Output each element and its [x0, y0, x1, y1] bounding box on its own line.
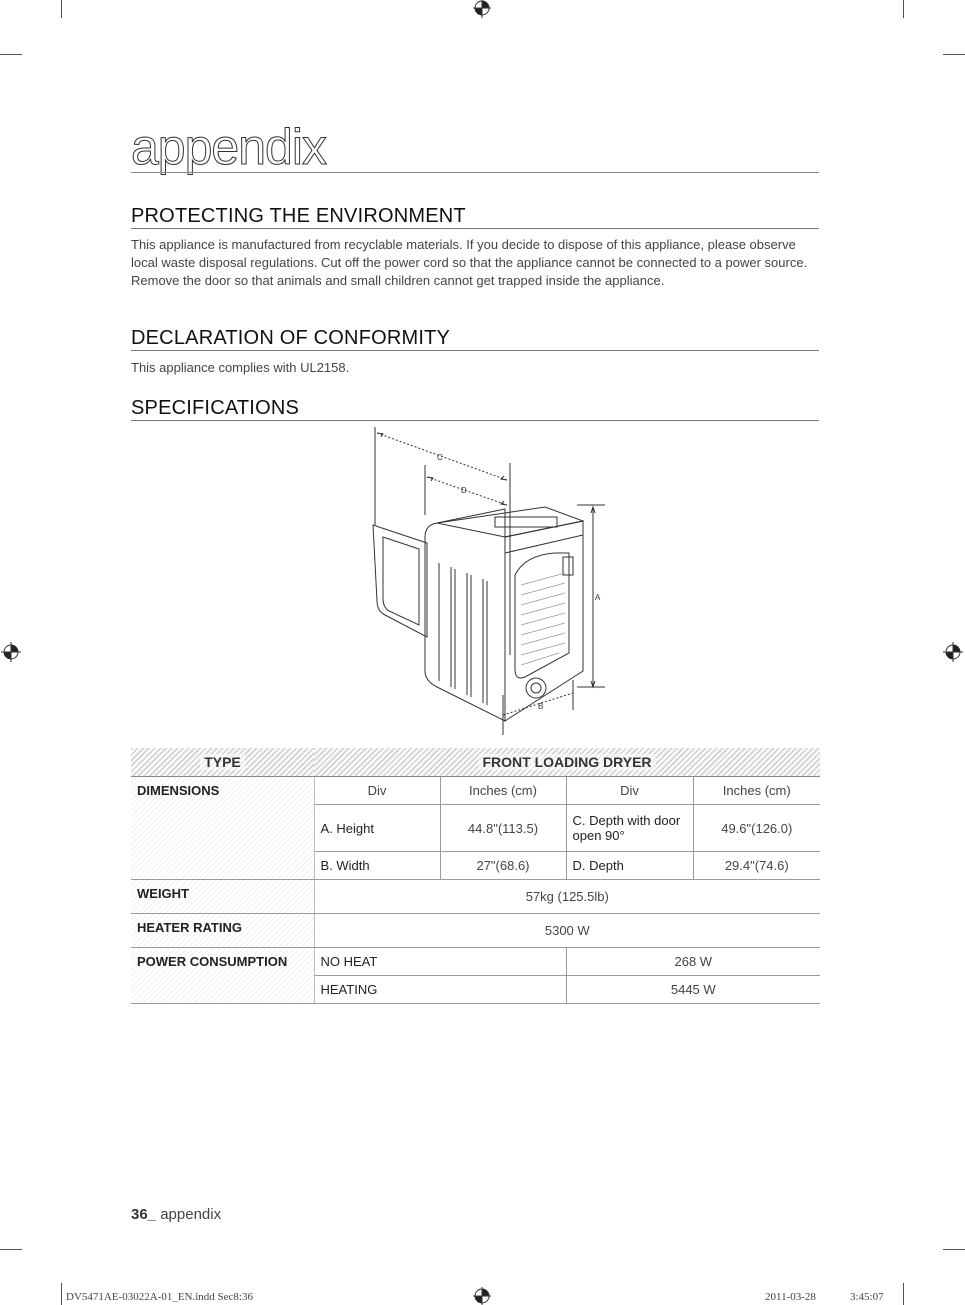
dryer-dimension-diagram: [355, 425, 625, 740]
column-header-inches: Inches (cm): [693, 777, 820, 805]
no-heat-value: 268 W: [566, 948, 820, 976]
crop-mark: [943, 54, 965, 55]
depth-open-label: C. Depth with door open 90°: [566, 805, 693, 852]
crop-mark: [61, 0, 62, 18]
crop-mark: [0, 1249, 22, 1250]
diagram-label-a: A: [595, 593, 601, 602]
environment-heading: PROTECTING THE ENVIRONMENT: [131, 205, 466, 227]
weight-value: 57kg (125.5lb): [314, 880, 820, 914]
power-consumption-label: POWER CONSUMPTION: [131, 948, 314, 1004]
height-label: A. Height: [314, 805, 440, 852]
heading-rule: [131, 420, 819, 421]
page-footer: [131, 1206, 221, 1223]
crop-mark: [0, 54, 22, 55]
type-header: [131, 748, 314, 777]
type-label: TYPE: [200, 754, 245, 770]
registration-mark-icon: [470, 1285, 494, 1305]
table-row: [131, 777, 820, 805]
crop-mark: [61, 1283, 62, 1305]
dimensions-label: DIMENSIONS: [131, 777, 314, 880]
registration-mark-icon: [942, 641, 964, 663]
type-value-header: [314, 748, 820, 777]
crop-mark: [943, 1249, 965, 1250]
heater-rating-label: HEATER RATING: [131, 914, 314, 948]
depth-label: D. Depth: [566, 852, 693, 880]
registration-mark-icon: [0, 641, 22, 663]
width-label: B. Width: [314, 852, 440, 880]
environment-text: This appliance is manufactured from recyclable materials. If you decide to dispose of this appliance, please observe local waste disposal regulations. Cut off the power cord so that the appliance cannot be connected to a power source. Remove the door so that animals and small children cannot get trapped inside the appliance.: [131, 237, 808, 288]
crop-mark: [903, 0, 904, 18]
column-header-div: Div: [566, 777, 693, 805]
page-number: 36_: [131, 1206, 157, 1223]
table-row: [131, 880, 820, 914]
page-footer-label: appendix: [160, 1206, 222, 1223]
print-slug-file: DV5471AE-03022A-01_EN.indd Sec8:36: [66, 1291, 253, 1303]
heading-rule: [131, 228, 819, 229]
heater-rating-value: 5300 W: [314, 914, 820, 948]
diagram-label-b: B: [538, 702, 544, 711]
width-value: 27"(68.6): [440, 852, 566, 880]
type-value: FRONT LOADING DRYER: [479, 754, 656, 770]
registration-mark-icon: [470, 0, 494, 20]
conformity-text: This appliance complies with UL2158.: [131, 360, 350, 375]
specifications-table: [131, 748, 820, 1004]
conformity-heading: DECLARATION OF CONFORMITY: [131, 327, 451, 349]
depth-value: 29.4"(74.6): [693, 852, 820, 880]
depth-open-value: 49.6"(126.0): [693, 805, 820, 852]
heading-rule: [131, 350, 819, 351]
table-row: [131, 914, 820, 948]
section-title: appendix: [131, 119, 326, 175]
no-heat-label: NO HEAT: [314, 948, 566, 976]
diagram-label-c: C: [437, 453, 443, 462]
title-rule: [131, 172, 819, 173]
diagram-label-d: D: [461, 486, 467, 495]
print-slug-date: 2011-03-28: [765, 1291, 816, 1303]
crop-mark: [903, 1283, 904, 1305]
heating-label: HEATING: [314, 976, 566, 1004]
weight-label: WEIGHT: [131, 880, 314, 914]
table-row: [131, 948, 820, 976]
heating-value: 5445 W: [566, 976, 820, 1004]
height-value: 44.8"(113.5): [440, 805, 566, 852]
table-header-row: [131, 748, 820, 777]
print-slug-time: 3:45:07: [850, 1291, 884, 1303]
column-header-inches: Inches (cm): [440, 777, 566, 805]
specifications-heading: SPECIFICATIONS: [131, 397, 300, 419]
column-header-div: Div: [314, 777, 440, 805]
